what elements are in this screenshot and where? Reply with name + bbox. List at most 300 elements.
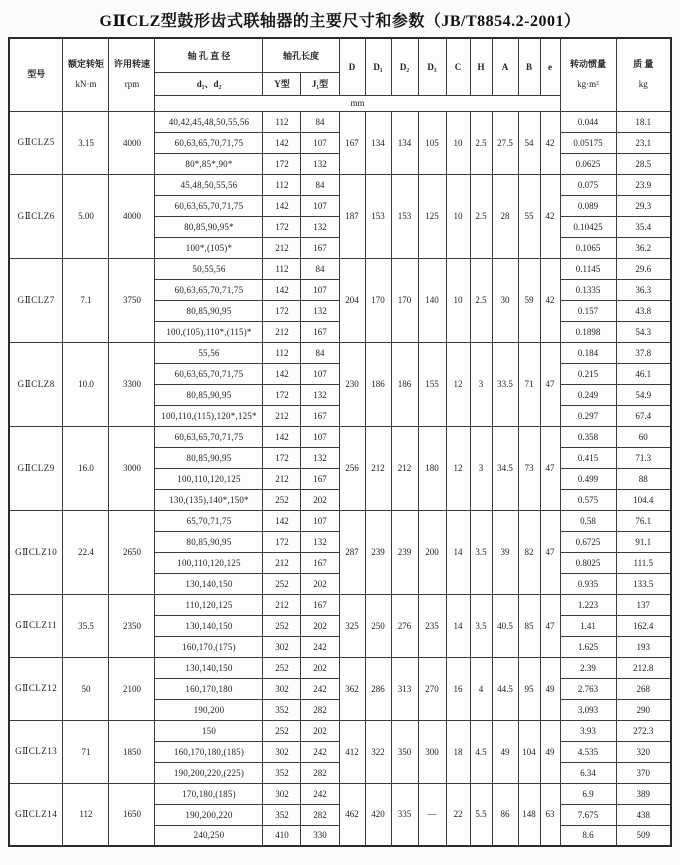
- header-dim-D: D: [339, 38, 365, 95]
- torque-cell: 5.00: [63, 174, 109, 258]
- dim-C-cell: 12: [446, 426, 470, 510]
- header-inertia: [560, 38, 616, 111]
- bore-diameters-cell: 130,140,150: [155, 657, 263, 678]
- bore-diameters-cell: 160,170,180: [155, 678, 263, 699]
- dim-A-cell: 44.5: [492, 657, 518, 720]
- length-J1-cell: 167: [301, 552, 339, 573]
- bore-diameters-cell: 150: [155, 720, 263, 741]
- bore-diameters-cell: 160,170,(175): [155, 636, 263, 657]
- mass-cell: 23.9: [616, 174, 671, 195]
- length-Y-cell: 142: [263, 426, 301, 447]
- speed-cell: 4000: [109, 111, 155, 174]
- length-J1-cell: 282: [301, 804, 339, 825]
- length-Y-cell: 252: [263, 573, 301, 594]
- bore-diameters-cell: 80,85,90,95: [155, 384, 263, 405]
- inertia-cell: 0.1145: [560, 258, 616, 279]
- dim-D3-cell: 270: [418, 657, 446, 720]
- inertia-cell: 0.215: [560, 363, 616, 384]
- dim-D2-cell: 134: [391, 111, 418, 174]
- length-Y-cell: 252: [263, 489, 301, 510]
- length-Y-cell: 212: [263, 552, 301, 573]
- dim-D-cell: 204: [339, 258, 365, 342]
- header-dim-e: e: [540, 38, 560, 95]
- length-J1-cell: 107: [301, 132, 339, 153]
- dim-D1-cell: 212: [365, 426, 391, 510]
- length-J1-cell: 84: [301, 174, 339, 195]
- header-inertia-unit: kg·m²: [577, 78, 599, 89]
- header-length-Y: Y型: [263, 72, 301, 95]
- length-J1-cell: 132: [301, 447, 339, 468]
- dim-e-cell: 42: [540, 174, 560, 258]
- inertia-cell: 0.8025: [560, 552, 616, 573]
- dim-e-cell: 49: [540, 657, 560, 720]
- bore-diameters-cell: 170,180,(185): [155, 783, 263, 804]
- bore-diameters-cell: 130,140,150: [155, 573, 263, 594]
- model-cell: GⅡCLZ6: [9, 174, 63, 258]
- header-torque-label: 额定转矩: [67, 58, 104, 69]
- dim-D3-cell: 300: [418, 720, 446, 783]
- dim-C-cell: 10: [446, 174, 470, 258]
- dim-A-cell: 30: [492, 258, 518, 342]
- table-row: [9, 657, 671, 678]
- inertia-cell: 1.223: [560, 594, 616, 615]
- dim-e-cell: 47: [540, 426, 560, 510]
- header-dim-A: A: [492, 38, 518, 95]
- dim-C-cell: 18: [446, 720, 470, 783]
- dim-D-cell: 256: [339, 426, 365, 510]
- mass-cell: 272.3: [616, 720, 671, 741]
- length-Y-cell: 212: [263, 594, 301, 615]
- dim-D3-cell: 140: [418, 258, 446, 342]
- bore-diameters-cell: 160,170,180,(185): [155, 741, 263, 762]
- inertia-cell: 3.93: [560, 720, 616, 741]
- length-Y-cell: 172: [263, 300, 301, 321]
- length-Y-cell: 142: [263, 363, 301, 384]
- torque-cell: 10.0: [63, 342, 109, 426]
- speed-cell: 3750: [109, 258, 155, 342]
- header-dim-B: B: [518, 38, 540, 95]
- inertia-cell: 0.044: [560, 111, 616, 132]
- dim-C-cell: 16: [446, 657, 470, 720]
- bore-diameters-cell: 65,70,71,75: [155, 510, 263, 531]
- table-row: [9, 783, 671, 804]
- header-mass-unit: kg: [638, 78, 648, 89]
- header-dim-H: H: [470, 38, 492, 95]
- header-mass-label: 质 量: [633, 58, 654, 69]
- bore-diameters-cell: 190,200,220,(225): [155, 762, 263, 783]
- dim-H-cell: 5.5: [470, 783, 492, 846]
- speed-cell: 2650: [109, 510, 155, 594]
- inertia-cell: 0.157: [560, 300, 616, 321]
- mass-cell: 212.8: [616, 657, 671, 678]
- table-row: [9, 720, 671, 741]
- model-cell: GⅡCLZ9: [9, 426, 63, 510]
- length-Y-cell: 172: [263, 531, 301, 552]
- inertia-cell: 0.089: [560, 195, 616, 216]
- length-J1-cell: 167: [301, 321, 339, 342]
- header-bore-diameter: 轴 孔 直 径: [155, 38, 263, 72]
- torque-cell: 35.5: [63, 594, 109, 657]
- dim-A-cell: 40.5: [492, 594, 518, 657]
- inertia-cell: 2.763: [560, 678, 616, 699]
- dim-D1-cell: 170: [365, 258, 391, 342]
- mass-cell: 54.3: [616, 321, 671, 342]
- mass-cell: 370: [616, 762, 671, 783]
- length-Y-cell: 252: [263, 657, 301, 678]
- header-bore-length: 轴孔长度: [263, 38, 339, 72]
- dim-D2-cell: 212: [391, 426, 418, 510]
- dim-D3-cell: 105: [418, 111, 446, 174]
- inertia-cell: 0.935: [560, 573, 616, 594]
- bore-diameters-cell: 110,120,125: [155, 594, 263, 615]
- mass-cell: 88: [616, 468, 671, 489]
- mass-cell: 111.5: [616, 552, 671, 573]
- bore-diameters-cell: 80,85,90,95: [155, 531, 263, 552]
- dim-B-cell: 55: [518, 174, 540, 258]
- dim-D2-cell: 350: [391, 720, 418, 783]
- length-Y-cell: 172: [263, 153, 301, 174]
- torque-cell: 7.1: [63, 258, 109, 342]
- table-row: [9, 111, 671, 132]
- length-J1-cell: 167: [301, 594, 339, 615]
- inertia-cell: 8.6: [560, 825, 616, 846]
- mass-cell: 35.4: [616, 216, 671, 237]
- dim-D2-cell: 186: [391, 342, 418, 426]
- bore-diameters-cell: 240,250: [155, 825, 263, 846]
- length-Y-cell: 302: [263, 636, 301, 657]
- mass-cell: 36.3: [616, 279, 671, 300]
- bore-diameters-cell: 80,85,90,95: [155, 447, 263, 468]
- inertia-cell: 4.535: [560, 741, 616, 762]
- header-inertia-label: 转动惯量: [569, 58, 606, 69]
- length-J1-cell: 84: [301, 342, 339, 363]
- length-Y-cell: 352: [263, 762, 301, 783]
- dim-B-cell: 95: [518, 657, 540, 720]
- dim-B-cell: 59: [518, 258, 540, 342]
- header-speed: [109, 38, 155, 111]
- mass-cell: 389: [616, 783, 671, 804]
- page-title: GⅡCLZ型鼓形齿式联轴器的主要尺寸和参数（JB/T8854.2-2001）: [99, 13, 581, 30]
- bore-diameters-cell: 190,200,220: [155, 804, 263, 825]
- coupling-parameters-table: [8, 37, 672, 847]
- torque-cell: 112: [63, 783, 109, 846]
- torque-cell: 3.15: [63, 111, 109, 174]
- inertia-cell: 2.39: [560, 657, 616, 678]
- bore-diameters-cell: 100,110,120,125: [155, 552, 263, 573]
- inertia-cell: 0.1898: [560, 321, 616, 342]
- length-J1-cell: 167: [301, 237, 339, 258]
- dim-H-cell: 2.5: [470, 258, 492, 342]
- dim-e-cell: 47: [540, 510, 560, 594]
- model-cell: GⅡCLZ8: [9, 342, 63, 426]
- dim-D-cell: 230: [339, 342, 365, 426]
- dim-B-cell: 82: [518, 510, 540, 594]
- dim-e-cell: 42: [540, 111, 560, 174]
- model-cell: GⅡCLZ11: [9, 594, 63, 657]
- dim-D3-cell: 180: [418, 426, 446, 510]
- dim-C-cell: 14: [446, 594, 470, 657]
- length-Y-cell: 302: [263, 741, 301, 762]
- model-cell: GⅡCLZ13: [9, 720, 63, 783]
- bore-diameters-cell: 100,110,120,125: [155, 468, 263, 489]
- speed-cell: 2100: [109, 657, 155, 720]
- mass-cell: 43.8: [616, 300, 671, 321]
- inertia-cell: 0.1065: [560, 237, 616, 258]
- length-J1-cell: 202: [301, 657, 339, 678]
- length-J1-cell: 242: [301, 636, 339, 657]
- length-Y-cell: 142: [263, 279, 301, 300]
- dim-D-cell: 462: [339, 783, 365, 846]
- inertia-cell: 0.10425: [560, 216, 616, 237]
- length-J1-cell: 242: [301, 741, 339, 762]
- length-J1-cell: 330: [301, 825, 339, 846]
- dim-e-cell: 47: [540, 342, 560, 426]
- dim-D1-cell: 134: [365, 111, 391, 174]
- header-speed-label: 许用转速: [113, 58, 150, 69]
- header-torque: [63, 38, 109, 111]
- mass-cell: 23.1: [616, 132, 671, 153]
- inertia-cell: 7.675: [560, 804, 616, 825]
- dim-H-cell: 3: [470, 426, 492, 510]
- dim-D1-cell: 239: [365, 510, 391, 594]
- dim-D1-cell: 286: [365, 657, 391, 720]
- length-Y-cell: 112: [263, 174, 301, 195]
- header-mass: [616, 38, 671, 111]
- header-dim-D2: D₂: [391, 38, 418, 95]
- header-dim-C: C: [446, 38, 470, 95]
- length-J1-cell: 84: [301, 111, 339, 132]
- inertia-cell: 0.249: [560, 384, 616, 405]
- dim-D1-cell: 250: [365, 594, 391, 657]
- header-unit-mm: mm: [155, 95, 560, 111]
- length-Y-cell: 142: [263, 132, 301, 153]
- table-header: [9, 38, 671, 111]
- dim-A-cell: 39: [492, 510, 518, 594]
- length-J1-cell: 202: [301, 615, 339, 636]
- length-J1-cell: 202: [301, 573, 339, 594]
- length-J1-cell: 242: [301, 783, 339, 804]
- inertia-cell: 0.1335: [560, 279, 616, 300]
- table-row: [9, 342, 671, 363]
- dim-D3-cell: 200: [418, 510, 446, 594]
- dim-e-cell: 42: [540, 258, 560, 342]
- dim-B-cell: 85: [518, 594, 540, 657]
- length-J1-cell: 242: [301, 678, 339, 699]
- mass-cell: 162.4: [616, 615, 671, 636]
- bore-diameters-cell: 60,63,65,70,71,75: [155, 279, 263, 300]
- inertia-cell: 0.297: [560, 405, 616, 426]
- bore-diameters-cell: 60,63,65,70,71,75: [155, 132, 263, 153]
- table-body: [9, 111, 671, 846]
- length-J1-cell: 107: [301, 426, 339, 447]
- length-Y-cell: 352: [263, 699, 301, 720]
- inertia-cell: 3.093: [560, 699, 616, 720]
- dim-D-cell: 167: [339, 111, 365, 174]
- length-J1-cell: 84: [301, 258, 339, 279]
- bore-diameters-cell: 60,63,65,70,71,75: [155, 195, 263, 216]
- inertia-cell: 1.41: [560, 615, 616, 636]
- bore-diameters-cell: 100,110,(115),120*,125*: [155, 405, 263, 426]
- dim-H-cell: 3.5: [470, 594, 492, 657]
- dim-D-cell: 412: [339, 720, 365, 783]
- mass-cell: 67.4: [616, 405, 671, 426]
- mass-cell: 104.4: [616, 489, 671, 510]
- mass-cell: 54.9: [616, 384, 671, 405]
- length-J1-cell: 167: [301, 468, 339, 489]
- inertia-cell: 0.575: [560, 489, 616, 510]
- bore-diameters-cell: 60,63,65,70,71,75: [155, 426, 263, 447]
- mass-cell: 133.5: [616, 573, 671, 594]
- speed-cell: 4000: [109, 174, 155, 258]
- length-Y-cell: 112: [263, 111, 301, 132]
- speed-cell: 1650: [109, 783, 155, 846]
- dim-D-cell: 187: [339, 174, 365, 258]
- inertia-cell: 0.0625: [560, 153, 616, 174]
- inertia-cell: 0.58: [560, 510, 616, 531]
- mass-cell: 193: [616, 636, 671, 657]
- dim-D2-cell: 170: [391, 258, 418, 342]
- mass-cell: 71.3: [616, 447, 671, 468]
- dim-D3-cell: 235: [418, 594, 446, 657]
- bore-diameters-cell: 50,55,56: [155, 258, 263, 279]
- bore-diameters-cell: 40,42,45,48,50,55,56: [155, 111, 263, 132]
- speed-cell: 3000: [109, 426, 155, 510]
- mass-cell: 509: [616, 825, 671, 846]
- dim-B-cell: 148: [518, 783, 540, 846]
- bore-diameters-cell: 100,(105),110*,(115)*: [155, 321, 263, 342]
- length-Y-cell: 112: [263, 342, 301, 363]
- header-speed-unit: rpm: [124, 78, 140, 89]
- length-J1-cell: 282: [301, 699, 339, 720]
- dim-D1-cell: 153: [365, 174, 391, 258]
- inertia-cell: 0.05175: [560, 132, 616, 153]
- length-Y-cell: 212: [263, 405, 301, 426]
- table-row: [9, 258, 671, 279]
- inertia-cell: 0.499: [560, 468, 616, 489]
- torque-cell: 50: [63, 657, 109, 720]
- table-row: [9, 174, 671, 195]
- model-cell: GⅡCLZ10: [9, 510, 63, 594]
- torque-cell: 71: [63, 720, 109, 783]
- dim-B-cell: 73: [518, 426, 540, 510]
- dim-C-cell: 14: [446, 510, 470, 594]
- length-Y-cell: 112: [263, 258, 301, 279]
- dim-D-cell: 362: [339, 657, 365, 720]
- dim-H-cell: 3.5: [470, 510, 492, 594]
- dim-D1-cell: 186: [365, 342, 391, 426]
- mass-cell: 60: [616, 426, 671, 447]
- model-cell: GⅡCLZ7: [9, 258, 63, 342]
- length-Y-cell: 302: [263, 783, 301, 804]
- header-model: 型号: [9, 38, 63, 111]
- speed-cell: 2350: [109, 594, 155, 657]
- length-J1-cell: 282: [301, 762, 339, 783]
- inertia-cell: 0.075: [560, 174, 616, 195]
- bore-diameters-cell: 190,200: [155, 699, 263, 720]
- mass-cell: 320: [616, 741, 671, 762]
- dim-C-cell: 10: [446, 258, 470, 342]
- dim-D3-cell: 155: [418, 342, 446, 426]
- inertia-cell: 1.625: [560, 636, 616, 657]
- header-length-J1: J₁型: [301, 72, 339, 95]
- length-J1-cell: 107: [301, 363, 339, 384]
- inertia-cell: 0.6725: [560, 531, 616, 552]
- dim-A-cell: 33.5: [492, 342, 518, 426]
- speed-cell: 1850: [109, 720, 155, 783]
- mass-cell: 46.1: [616, 363, 671, 384]
- dim-A-cell: 27.5: [492, 111, 518, 174]
- length-J1-cell: 132: [301, 531, 339, 552]
- dim-C-cell: 12: [446, 342, 470, 426]
- mass-cell: 29.6: [616, 258, 671, 279]
- table-row: [9, 426, 671, 447]
- model-cell: GⅡCLZ5: [9, 111, 63, 174]
- length-J1-cell: 132: [301, 384, 339, 405]
- mass-cell: 36.2: [616, 237, 671, 258]
- bore-diameters-cell: 130,(135),140*,150*: [155, 489, 263, 510]
- mass-cell: 29.3: [616, 195, 671, 216]
- inertia-cell: 0.358: [560, 426, 616, 447]
- dim-C-cell: 22: [446, 783, 470, 846]
- dim-B-cell: 71: [518, 342, 540, 426]
- length-Y-cell: 172: [263, 384, 301, 405]
- length-Y-cell: 302: [263, 678, 301, 699]
- length-Y-cell: 172: [263, 447, 301, 468]
- dim-H-cell: 4.5: [470, 720, 492, 783]
- dim-D2-cell: 313: [391, 657, 418, 720]
- dim-e-cell: 63: [540, 783, 560, 846]
- length-Y-cell: 142: [263, 195, 301, 216]
- length-J1-cell: 132: [301, 216, 339, 237]
- bore-diameters-cell: 80,85,90,95*: [155, 216, 263, 237]
- dim-D2-cell: 239: [391, 510, 418, 594]
- length-J1-cell: 202: [301, 489, 339, 510]
- dim-D2-cell: 335: [391, 783, 418, 846]
- dim-e-cell: 49: [540, 720, 560, 783]
- length-Y-cell: 252: [263, 720, 301, 741]
- table-row: [9, 594, 671, 615]
- dim-A-cell: 34.5: [492, 426, 518, 510]
- inertia-cell: 6.9: [560, 783, 616, 804]
- length-Y-cell: 352: [263, 804, 301, 825]
- model-cell: GⅡCLZ14: [9, 783, 63, 846]
- mass-cell: 37.8: [616, 342, 671, 363]
- mass-cell: 76.1: [616, 510, 671, 531]
- length-J1-cell: 132: [301, 153, 339, 174]
- bore-diameters-cell: 55,56: [155, 342, 263, 363]
- length-J1-cell: 107: [301, 510, 339, 531]
- torque-cell: 22.4: [63, 510, 109, 594]
- bore-diameters-cell: 60,63,65,70,71,75: [155, 363, 263, 384]
- dim-H-cell: 2.5: [470, 174, 492, 258]
- length-J1-cell: 202: [301, 720, 339, 741]
- length-J1-cell: 132: [301, 300, 339, 321]
- dim-A-cell: 86: [492, 783, 518, 846]
- length-J1-cell: 167: [301, 405, 339, 426]
- dim-H-cell: 2.5: [470, 111, 492, 174]
- dim-D1-cell: 322: [365, 720, 391, 783]
- dim-H-cell: 4: [470, 657, 492, 720]
- bore-diameters-cell: 80,85,90,95: [155, 300, 263, 321]
- header-dim-D1: D₁: [365, 38, 391, 95]
- inertia-cell: 0.415: [560, 447, 616, 468]
- length-Y-cell: 252: [263, 615, 301, 636]
- mass-cell: 28.5: [616, 153, 671, 174]
- dim-D2-cell: 153: [391, 174, 418, 258]
- model-cell: GⅡCLZ12: [9, 657, 63, 720]
- dim-D3-cell: 125: [418, 174, 446, 258]
- dim-A-cell: 49: [492, 720, 518, 783]
